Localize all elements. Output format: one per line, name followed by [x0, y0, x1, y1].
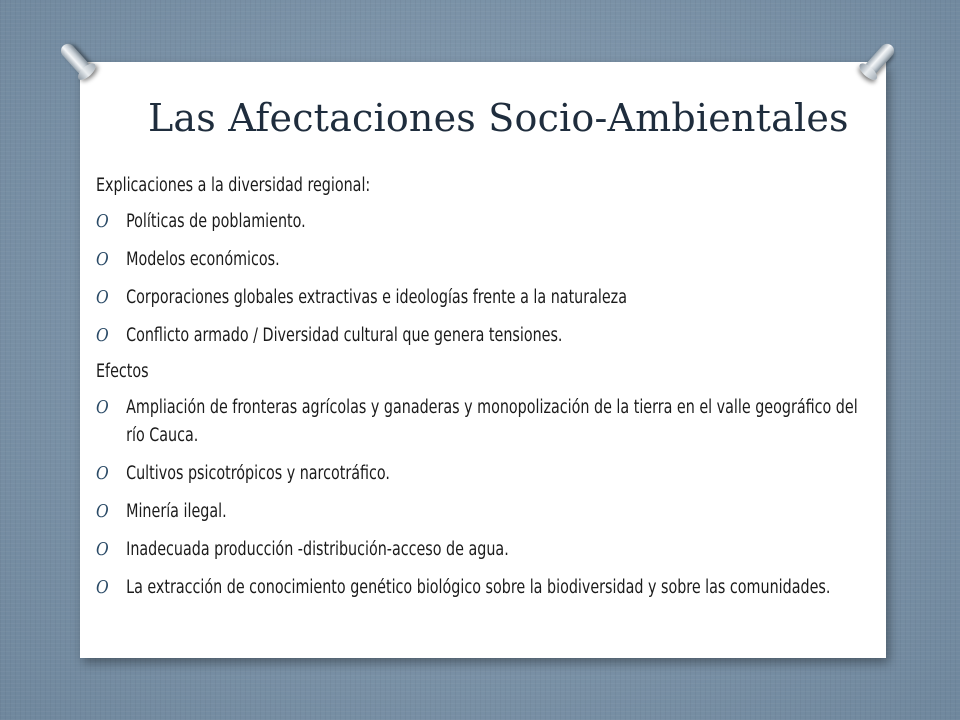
section-efectos — [96, 360, 866, 602]
list-item — [96, 394, 866, 450]
list-item-text: Minería ilegal. — [126, 501, 227, 522]
section-heading: Efectos — [96, 361, 149, 382]
list-item — [96, 460, 866, 488]
list-item — [96, 322, 866, 350]
list-item — [96, 498, 866, 526]
list-item-text: Ampliación de fronteras agrícolas y ganaderas y monopolización de la tierra en el valle geográfico del río Cauca. — [126, 397, 858, 446]
bullet-icon: O — [96, 539, 109, 560]
slide-body — [96, 174, 866, 612]
bullet-icon: O — [96, 211, 109, 232]
bullet-icon: O — [96, 287, 109, 308]
list-item — [96, 284, 866, 312]
bullet-icon: O — [96, 249, 109, 270]
list-item-text: La extracción de conocimiento genético biológico sobre la biodiversidad y sobre las comunidades. — [126, 577, 831, 598]
list-item-text: Conflicto armado / Diversidad cultural que genera tensiones. — [126, 325, 563, 346]
list-item-text: Inadecuada producción -distribución-acceso de agua. — [126, 539, 509, 560]
slide-title: Las Afectaciones Socio-Ambientales — [148, 96, 849, 140]
list-item-text: Cultivos psicotrópicos y narcotráfico. — [126, 463, 390, 484]
bullet-icon: O — [96, 325, 109, 346]
bullet-icon: O — [96, 501, 109, 522]
list-item — [96, 536, 866, 564]
list-item — [96, 246, 866, 274]
list-item-text: Políticas de poblamiento. — [126, 211, 306, 232]
bullet-icon: O — [96, 397, 109, 418]
list-item-text: Modelos económicos. — [126, 249, 280, 270]
section-explicaciones — [96, 174, 866, 350]
list-item — [96, 574, 866, 602]
bullet-icon: O — [96, 463, 109, 484]
list-item-text: Corporaciones globales extractivas e ideologías frente a la naturaleza — [126, 287, 627, 308]
section-heading: Explicaciones a la diversidad regional: — [96, 175, 371, 196]
bullet-icon: O — [96, 577, 109, 598]
list-item — [96, 208, 866, 236]
